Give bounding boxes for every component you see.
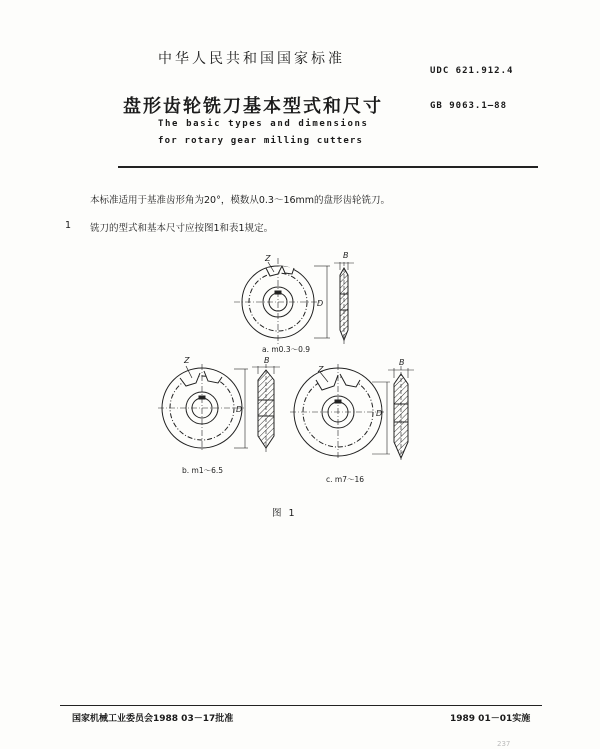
cutter-a-label-d: D: [317, 299, 324, 308]
cutter-b-side-view: [252, 364, 280, 452]
cutter-c-front-view: [290, 364, 390, 460]
scope-paragraph: 本标准适用于基准齿形角为20°，模数从0.3～16mm的盘形齿轮铣刀。: [90, 195, 391, 206]
document-title-en-line2: for rotary gear milling cutters: [158, 136, 364, 146]
cutter-c-caption: c. m7～16: [326, 475, 365, 484]
cutter-b-label-z: Z: [184, 356, 190, 365]
cutter-c-side-view: [388, 366, 414, 462]
cutter-a-caption: a. m0.3～0.9: [262, 345, 311, 354]
clause-1-number: 1: [65, 220, 72, 231]
cutter-c-label-d: D: [376, 409, 383, 418]
cutter-a-label-z: Z: [265, 254, 271, 263]
cutter-b-label-b: B: [264, 356, 270, 365]
cutter-c-label-b: B: [399, 358, 405, 367]
document-title-cn: 盘形齿轮铣刀基本型式和尺寸: [123, 96, 383, 117]
effective-date: 1989 01－01实施: [450, 714, 531, 724]
gb-standard-number: GB 9063.1—88: [430, 101, 508, 111]
cutter-b-label-d: D: [236, 405, 243, 414]
document-title-en-line1: The basic types and dimensions: [158, 119, 369, 129]
clause-1-text: 铣刀的型式和基本尺寸应按图1和表1规定。: [90, 223, 274, 234]
cutter-b-caption: b. m1～6.5: [182, 466, 224, 475]
cutter-a-label-b: B: [343, 251, 349, 260]
page-number: 237: [497, 740, 511, 748]
cutter-a-side-view: [334, 262, 354, 346]
national-standard-heading: 中华人民共和国国家标准: [158, 51, 345, 67]
udc-code: UDC 621.912.4: [430, 66, 514, 76]
cutter-b-front-view: [158, 364, 248, 452]
cutter-c-label-z: Z: [318, 365, 324, 374]
figure-caption: 图 1: [272, 508, 297, 519]
approval-note: 国家机械工业委员会1988 03－17批准: [72, 714, 234, 724]
cutter-a-front-view: [234, 258, 330, 346]
footer-divider: [60, 705, 542, 706]
